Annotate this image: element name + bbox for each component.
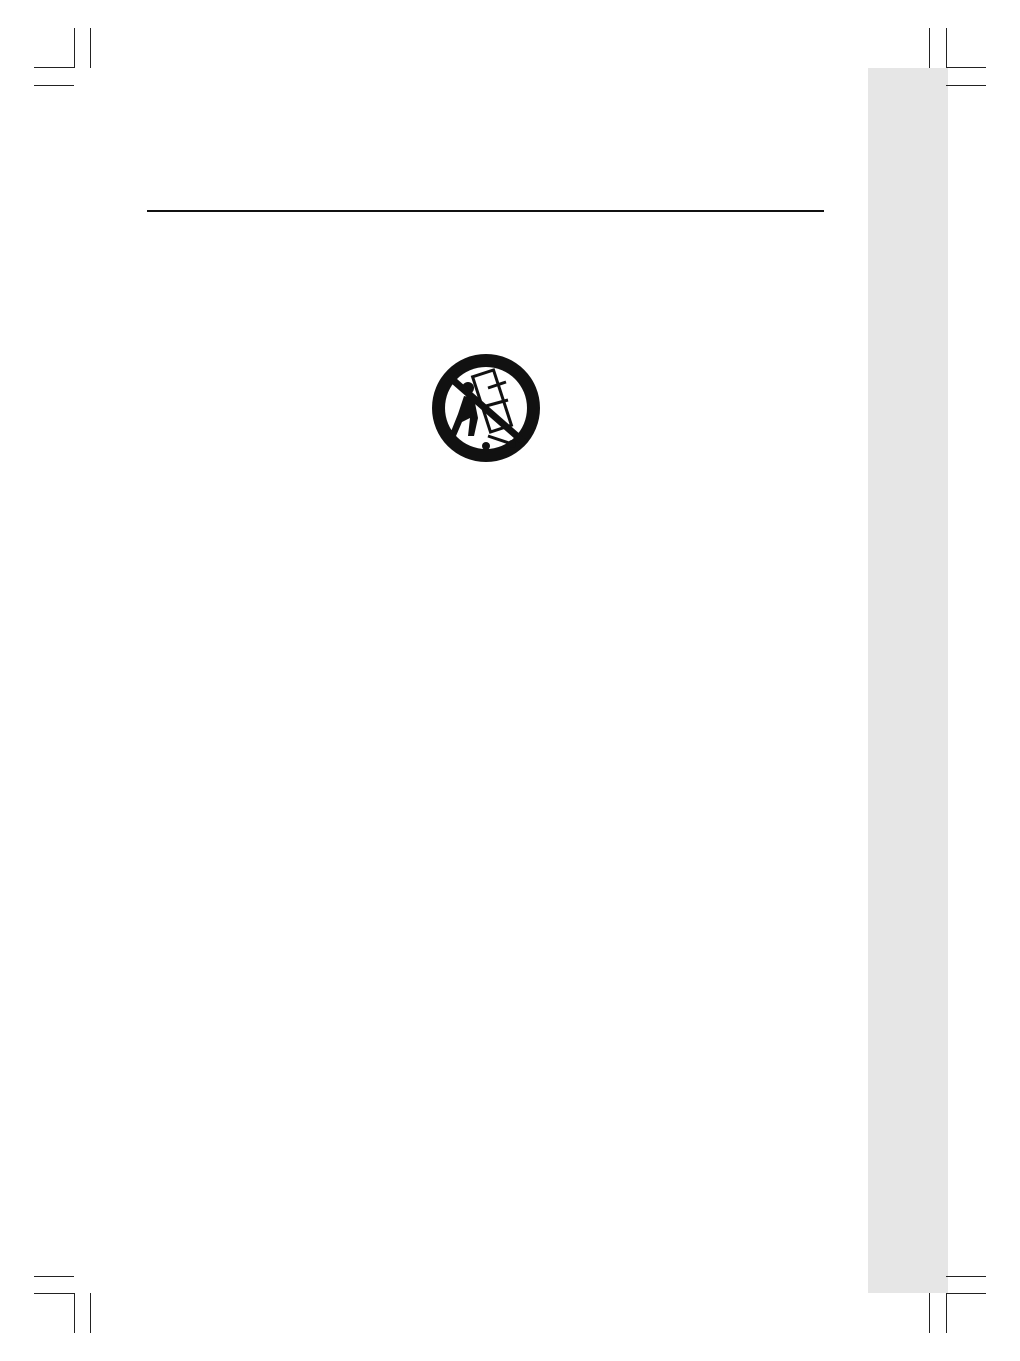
crop-mark (946, 1293, 986, 1294)
crop-mark (929, 28, 930, 68)
crop-mark (34, 67, 74, 68)
crop-mark (34, 1276, 74, 1277)
crop-mark (946, 1293, 947, 1333)
title-underline (147, 210, 824, 212)
crop-mark (74, 28, 75, 68)
crop-mark (90, 28, 91, 68)
crop-mark (946, 1276, 986, 1277)
crop-mark (34, 85, 74, 86)
crop-mark (74, 1293, 75, 1333)
cart-tip-over-warning-icon (428, 352, 544, 464)
crop-mark (929, 1293, 930, 1333)
crop-mark (946, 85, 986, 86)
page-margin-band (868, 68, 948, 1293)
crop-mark (34, 1293, 74, 1294)
crop-mark (946, 28, 947, 68)
crop-mark (946, 67, 986, 68)
crop-mark (90, 1293, 91, 1333)
